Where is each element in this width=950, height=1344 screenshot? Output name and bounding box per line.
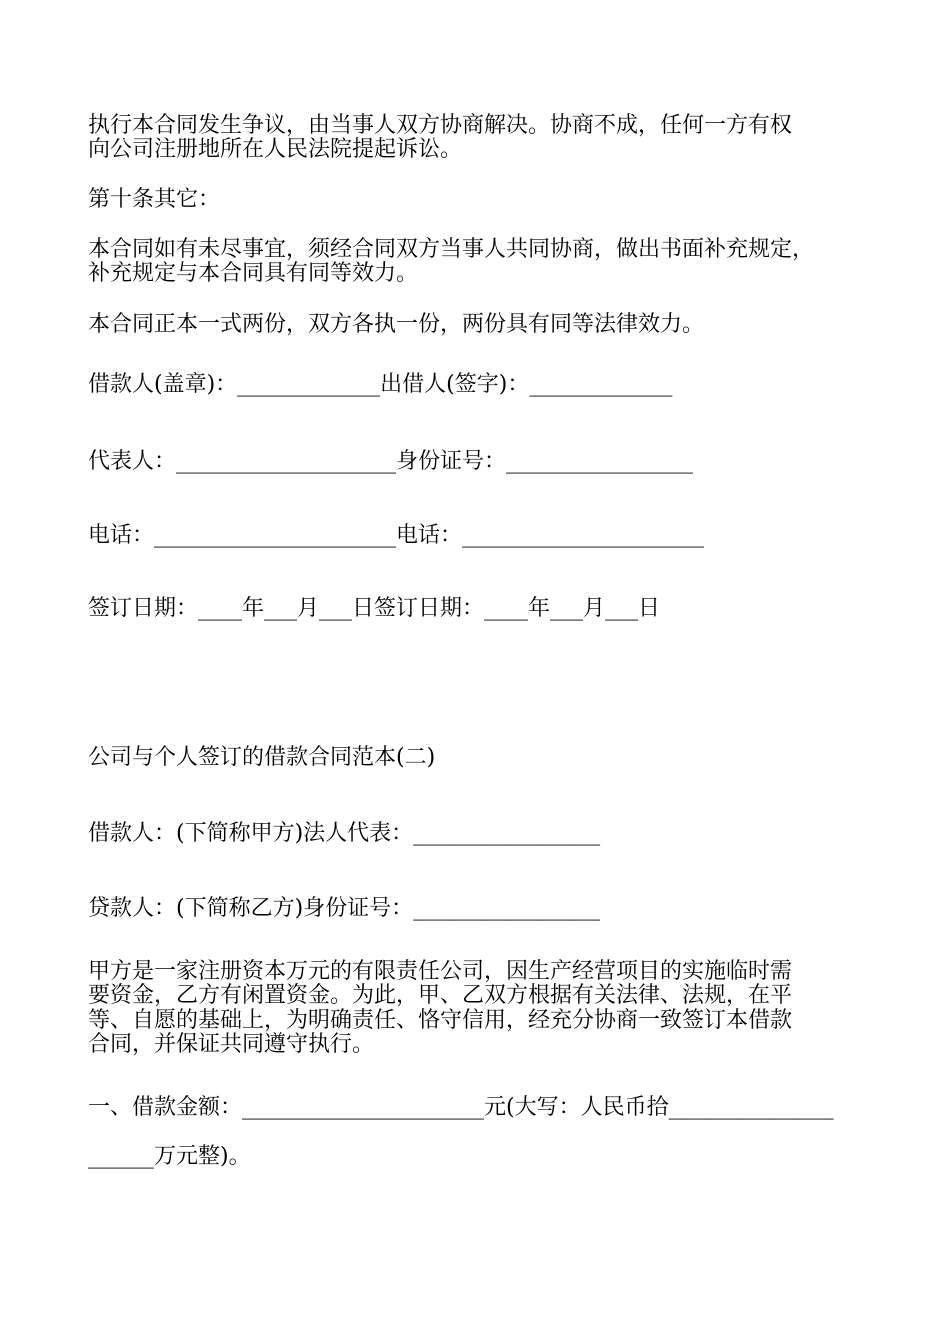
signature-dates: 签订日期：____年___月___日签订日期：____年___月___日: [88, 596, 661, 621]
intro-paragraph-line-2: 要资金，乙方有闲置资金。为此，甲、乙双方根据有关法律、法规，在平: [88, 983, 793, 1008]
dispute-paragraph-line-1: 执行本合同发生争议，由当事人双方协商解决。协商不成，任何一方有权: [88, 113, 793, 138]
other-paragraph-line-2: 补充规定与本合同具有同等效力。: [88, 261, 419, 286]
other-paragraph-line-1: 本合同如有未尽事宜，须经合同双方当事人共同协商，做出书面补充规定，: [88, 237, 815, 262]
copies-paragraph: 本合同正本一式两份，双方各执一份，两份具有同等法律效力。: [88, 312, 705, 337]
loan-amount-line-2: ______万元整)。: [88, 1144, 251, 1169]
intro-paragraph-line-4: 合同，并保证共同遵守执行。: [88, 1032, 375, 1057]
article-10-heading: 第十条其它：: [88, 187, 221, 212]
lender-info-line: 贷款人：(下简称乙方)身份证号：_________________: [88, 896, 601, 921]
template-2-title: 公司与个人签订的借款合同范本(二): [88, 745, 436, 770]
signature-phones: 电话：______________________电话：______________________: [88, 523, 705, 548]
intro-paragraph-line-3: 等、自愿的基础上，为明确责任、恪守信用，经充分协商一致签订本借款: [88, 1008, 793, 1033]
borrower-info-line: 借款人：(下简称甲方)法人代表：_________________: [88, 821, 601, 846]
signature-borrower-lender: 借款人(盖章)：_____________出借人(签字)：_____________: [88, 372, 673, 397]
signature-representative-id: 代表人：____________________身份证号：_________________: [88, 449, 694, 474]
intro-paragraph-line-1: 甲方是一家注册资本万元的有限责任公司，因生产经营项目的实施临时需: [88, 959, 793, 984]
dispute-paragraph-line-2: 向公司注册地所在人民法院提起诉讼。: [88, 137, 463, 162]
loan-amount-line-1: 一、借款金额：______________________元(大写：人民币拾_______________: [88, 1095, 834, 1120]
